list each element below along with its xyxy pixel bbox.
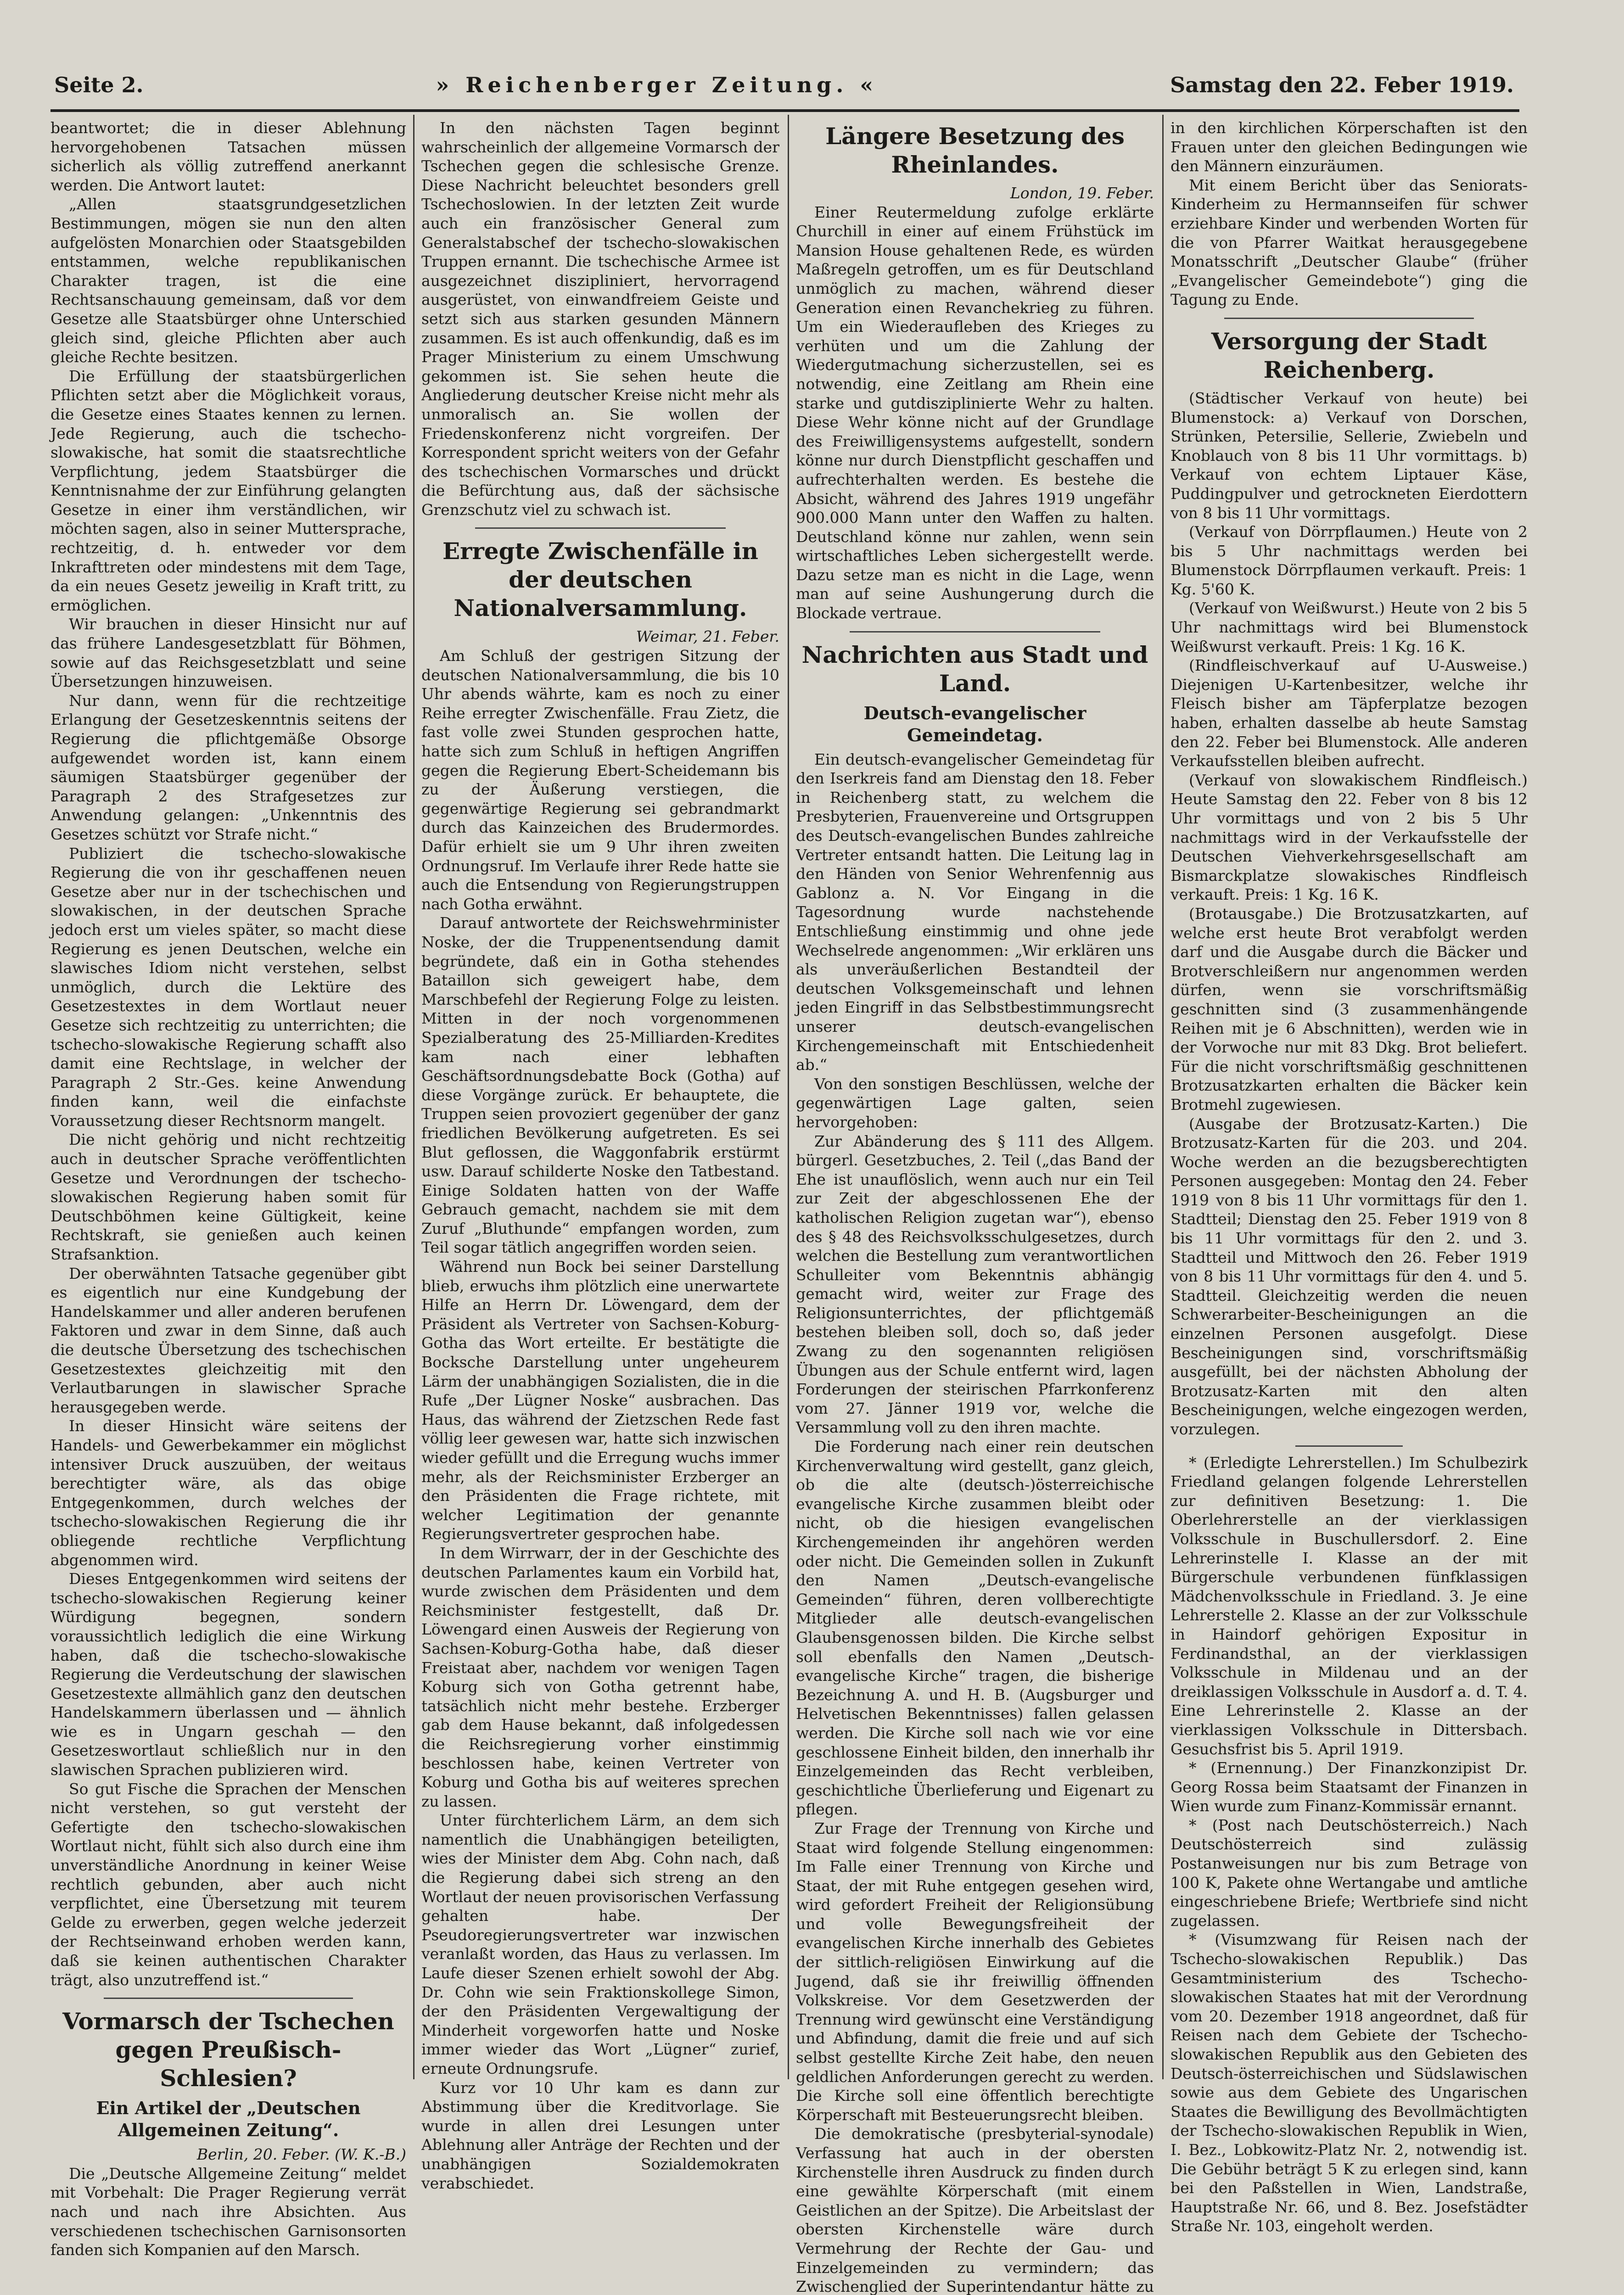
article-headline: Erregte Zwischenfälle in der deutschen Nationalversammlung. (442, 537, 758, 622)
newspaper-name: » Reichenberger Zeitung. « (436, 73, 878, 97)
paragraph: Unter fürchterlichem Lärm, an dem sich namentlich die Unabhängigen beteiligten, wies der Minister dem Abg. Cohn nach, daß die Regierung dabei sich streng an den Wortlaut der neuen provisorischen Verfassung gehalten habe. Der Pseudoregierungsvertreter war inzwischen veranlaßt worden, das Haus zu verlassen. Im Laufe dieser Szenen erhielt sowohl der Abg. Dr. Cohn wie sein Fraktionskollege Simon, der den Präsidenten Vergewaltigung der Minderheit vorgeworfen hatte und Noske immer wieder das Wort „Lügner“ zurief, erneute Ordnungsrufe. (421, 1811, 779, 2077)
article-subhead: Deutsch-evangelischer Gemeindetag. (863, 702, 1086, 745)
article-separator (475, 527, 726, 529)
paragraph: (Verkauf von Dörrpflaumen.) Heute von 2 bis 5 Uhr nachmittags werden bei Blumenstock Dörrpflaumen verkauft. Preis: 1 Kg. 5'60 K. (1170, 523, 1528, 598)
paragraph: Nur dann, wenn für die rechtzeitige Erlangung der Gesetzeskenntnis seitens der Regierung die pflichtgemäße Obsorge aufgewendet worden ist, kann einem säumigen Staatsbürger gegenüber der Paragraph 2 des Strafgesetzes zur Anwendung gelangen: „Unkenntnis des Gesetzes schützt vor Strafe nicht.“ (50, 691, 406, 843)
dateline: London, 19. Feber. (1010, 184, 1154, 202)
paragraph: So gut Fische die Sprachen der Menschen nicht verstehen, so gut versteht der Gefertigte den tschecho-slowakischen Wortlaut nicht, fühlt sich also durch eine ihm unverständliche Anordnung in keiner Weise rechtlich gebunden, aber auch nicht verpflichtet, eine Übersetzung mit teurem Gelde zu erwerben, gegen welche jederzeit der Rechtseinwand erhoben werden kann, daß sie keinen authentischen Charakter trägt, also unzutreffend ist.“ (50, 1780, 406, 1989)
paragraph: Von den sonstigen Beschlüssen, welche der gegenwärtigen Lage galten, seien hervorgehoben: (796, 1075, 1154, 1131)
paragraph: Publiziert die tschecho-slowakische Regierung die von ihr geschaffenen neuen Gesetze aber nur in der tschechischen und slowakischen, in der deutschen Sprache jedoch erst um vieles später, so macht diese Regierung es jenen Deutschen, welche ein slawisches Idiom nicht verstehen, selbst unmöglich, durch die Lektüre des Gesetzestextes in dem Wortlaut neuer Gesetze sich rechtzeitig zu unterrichten; die tschecho-slowakische Regierung schafft also damit eine Rechtslage, in welcher der Paragraph 2 Str.-Ges. keine Anwendung finden kann, weil die einfachste Voraussetzung dieser Rechtsnorm mangelt. (50, 844, 406, 1130)
issue-date: Samstag den 22. Feber 1919. (1170, 73, 1514, 97)
section-headline: Nachrichten aus Stadt und Land. (801, 641, 1148, 697)
paragraph: (Verkauf von slowakischem Rindfleisch.) Heute Samstag den 22. Feber von 8 bis 12 Uhr vormittags und von 2 bis 5 Uhr nachmittags wird in der Verkaufsstelle der Deutschen Viehverkehrsgesellschaft am Bismarckplatze slowakisches Rindfleisch verkauft. Preis: 1 Kg. 16 K. (1170, 771, 1528, 904)
paragraph: (Städtischer Verkauf von heute) bei Blumenstock: a) Verkauf von Dorschen, Strünken, Petersilie, Sellerie, Zwiebeln und Knoblauch von 8 bis 11 Uhr vormittags. b) Verkauf von echtem Liptauer Käse, Puddingpulver und getrockneten Eierdottern von 8 bis 11 Uhr vormittags. (1170, 389, 1528, 522)
paragraph: Am Schluß der gestrigen Sitzung der deutschen Nationalversammlung, die bis 10 Uhr abends währte, kam es noch zu einer Reihe erregter Zwischenfälle. Frau Zietz, die fast volle zwei Stunden gesprochen hatte, hatte sich zum Schluß in heftigen Angriffen gegen die Regierung Ebert-Scheidemann bis zu der Äußerung verstiegen, die gegenwärtige Regierung sei gebrandmarkt durch das Kainzeichen des Brudermordes. Dafür erhielt sie um 9 Uhr ihren zweiten Ordnungsruf. Im Verlaufe ihrer Rede hatte sie auch die Entsendung von Regierungstruppen nach Gotha erwähnt. (421, 647, 779, 913)
article-headline: Versorgung der Stadt Reichenberg. (1211, 327, 1487, 383)
dateline: Berlin, 20. Feber. (W. K.-B.) (196, 2145, 406, 2164)
paragraph: Darauf antwortete der Reichswehrminister Noske, der die Truppenentsendung damit begründete, daß ein in Gotha stehendes Bataillon sich geweigert habe, dem Marschbefehl der Regierung Folge zu leisten. Mitten in der noch vorgenommenen Spezialberatung des 25-Milliarden-Kredites kam nach einer lebhaften Geschäftsordnungsdebatte Bock (Gotha) auf diese Vorgänge zurück. Er behauptete, die Truppen seien provoziert gegenüber der ganz friedlichen Bevölkerung aufgetreten. Es sei Blut geflossen, die Waggonfabrik erstürmt usw. Darauf schilderte Noske den Tatbestand. Einige Soldaten hatten von der Waffe Gebrauch gemacht, nachdem sie mit dem Zuruf „Bluthunde“ empfangen worden, zum Teil sogar tätlich angegriffen worden seien. (421, 914, 779, 1257)
paragraph: * (Ernennung.) Der Finanzkonzipist Dr. Georg Rossa beim Staatsamt der Finanzen in Wien wurde zum Finanz-Kommissär ernannt. (1170, 1759, 1528, 1815)
column-3 (796, 118, 1154, 2295)
paragraph: In dieser Hinsicht wäre seitens der Handels- und Gewerbekammer ein möglichst intensiver Druck auszuüben, der weitaus berechtigter wäre, als das obige Entgegenkommen, durch welches der tschecho-slowakischen Regierung die ihr obliegende rechtliche Verpflichtung abgenommen wird. (50, 1417, 406, 1569)
paragraph: Kurz vor 10 Uhr kam es dann zur Abstimmung über die Kreditvorlage. Sie wurde in allen drei Lesungen unter Ablehnung aller Anträge der Rechten und der unabhängigen Sozialdemokraten verabschiedet. (421, 2078, 779, 2192)
paragraph: Die Erfüllung der staatsbürgerlichen Pflichten setzt aber die Möglichkeit voraus, die Gesetze eines Staates kennen zu lernen. Jede Regierung, auch die tschecho-slowakische, hat somit die staatsrechtliche Verpflichtung, jedem Staatsbürger die Kenntnisnahme der zur Einführung gelangten Gesetze in einer ihm verständlichen, wir möchten sagen, also in seiner Muttersprache, rechtzeitig, d. h. entweder vor dem Inkrafttreten oder mindestens mit dem Tage, da ein neues Gesetz jeweilig in Kraft tritt, zu ermöglichen. (50, 367, 406, 614)
column-4 (1170, 118, 1528, 2235)
paragraph: * (Erledigte Lehrerstellen.) Im Schulbezirk Friedland gelangen folgende Lehrerstellen zur definitiven Besetzung: 1. Die Oberlehrerstelle an der vierklassigen Volksschule in Buschullersdorf. 2. Eine Lehrerinstelle I. Klasse an der mit Bürgerschule verbundenen fünfklassigen Mädchenvolksschule in Friedland. 3. Je eine Lehrerstelle 2. Klasse an der zur Volksschule in Haindorf gehörigen Expositur in Ferdinandsthal, an der vierklassigen Volksschule in Mildenau und an der dreiklassigen Volksschule in Ausdorf a. d. T. 4. Eine Lehrerinstelle 2. Klasse an der vierklassigen Volksschule in Dittersbach. Gesuchsfrist bis 5. April 1919. (1170, 1453, 1528, 1758)
column-divider (413, 115, 414, 2079)
paragraph: Die Forderung nach einer rein deutschen Kirchenverwaltung wird gestellt, ganz gleich, ob die alte (deutsch-)österreichische evangelische Kirche zusammen bleibt oder nicht, ob die hiesigen evangelischen Kirchengemeinden ihr angehören werden oder nicht. Die Gemeinden sollen in Zukunft den Namen „Deutsch-evangelische Gemeinden“ führen, deren vollberechtigte Mitglieder alle deutsch-evangelischen Glaubensgenossen bilden. Die Kirche selbst soll ebenfalls den Namen „Deutsch-evangelische Kirche“ tragen, die bisherige Bezeichnung A. und H. B. (Augsburger und Helvetischen Bekenntnisses) fallen gelassen werden. Die Kirche soll nach wie vor eine geschlossene Einheit bilden, den innerhalb ihr Einzelgemeinden das Recht verbleiben, geschichtliche Überlieferung und Eigenart zu pflegen. (796, 1438, 1154, 1819)
paragraph: Mit einem Bericht über das Seniorats-Kinderheim zu Hermannseifen für schwer erziehbare Kinder und werbenden Worten für die von Pfarrer Waitkat herausgegebene Monatsschrift „Deutscher Glaube“ (früher „Evangelischer Gemeindebote“) ging die Tagung zu Ende. (1170, 176, 1528, 309)
paragraph: Zur Frage der Trennung von Kirche und Staat wird folgende Stellung eingenommen: Im Falle einer Trennung von Kirche und Staat, der mit Ruhe entgegen gesehen wird, wird gefordert Freiheit der Religionsübung und volle Bewegungsfreiheit der evangelischen Kirche innerhalb des Gebietes der sittlich-religiösen Einwirkung auf die Jugend, daß sie ihr freiwillig öffnenden Volkskreise. Vor dem Gesetzwerden der Trennung wird gewünscht eine Verständigung und Abfindung, damit die freie und auf sich selbst gestellte Kirche Zeit habe, den neuen geldlichen Anforderungen gerecht zu werden. Die Kirche soll eine öffentlich berechtigte Körperschaft mit Besteuerungsrecht bleiben. (796, 1819, 1154, 2124)
column-divider (1162, 115, 1164, 2079)
paragraph: Ein deutsch-evangelischer Gemeindetag für den Iserkreis fand am Dienstag den 18. Feber in Reichenberg statt, zu welchem die Presbyterien, Frauenvereine und Ortsgruppen des Deutsch-evangelischen Bundes zahlreiche Vertreter entsandt hatten. Die Leitung lag in den Händen von Senior Wehrenfennig aus Gablonz a. N. Vor Eingang in die Tagesordnung wurde nachstehende Entschließung einstimmig und ohne jede Wechselrede angenommen: „Wir erklären uns als unveräußerlichen Bestandteil der deutschen Volksgemeinschaft und lehnen jeden Eingriff in das Selbstbestimmungsrecht unserer deutsch-evangelischen Kirchengemeinschaft mit Entschiedenheit ab.“ (796, 750, 1154, 1074)
paragraph: * (Post nach Deutschösterreich.) Nach Deutschösterreich sind zulässig Postanweisungen nur bis zum Betrage von 100 K, Pakete ohne Wertangabe und amtliche eingeschriebene Briefe; Wertbriefe sind nicht zugelassen. (1170, 1816, 1528, 1930)
article-separator (1295, 1445, 1402, 1447)
paragraph: beantwortet; die in dieser Ablehnung hervorgehobenen Tatsachen müssen sicherlich als völlig zutreffend anerkannt werden. Die Antwort lautet: (50, 119, 406, 194)
article-separator (850, 631, 1100, 633)
paragraph: Die „Deutsche Allgemeine Zeitung“ meldet mit Vorbehalt: Die Prager Regierung verrät nach und nach ihre Absichten. Aus verschiedenen tschechischen Garnisonsorten fanden sich Kompanien auf den Marsch. (50, 2164, 406, 2259)
column-divider (788, 115, 789, 2079)
paragraph: (Brotausgabe.) Die Brotzusatzkarten, auf welche erst heute Brot verabfolgt werden darf und die Ausgabe durch die Bäcker und Brotverschleißern nur angenommen werden dürfen, wenn sie vorschriftsmäßig geschnitten sind (3 zusammenhängende Reihen mit je 6 Abschnitten), werden wie in der Vorwoche nur mit 83 Dkg. Brot beliefert. Für die nicht vorschriftsmäßig geschnittenen Brotzusatzkarten erhalten die Bäcker kein Brotmehl zugewiesen. (1170, 904, 1528, 1114)
header-rule (50, 109, 1519, 112)
paragraph: In dem Wirrwarr, der in der Geschichte des deutschen Parlamentes kaum ein Vorbild hat, wurde zwischen dem Präsidenten und dem Reichsminister festgestellt, daß Dr. Löwengard einen Ausweis der Regierung von Sachsen-Koburg-Gotha habe, daß dieser Freistaat aber, nachdem vor wenigen Tagen Koburg sich von Gotha getrennt habe, tatsächlich nicht mehr bestehe. Erzberger gab dem Hause bekannt, daß infolgedessen die Reichsregierung vorher einstimmig beschlossen habe, keinen Vertreter von Koburg und Gotha bis auf weiteres sprechen zu lassen. (421, 1544, 779, 1810)
column-1 (50, 118, 406, 2259)
article-separator (1224, 318, 1474, 319)
paragraph: (Ausgabe der Brotzusatz-Karten.) Die Brotzusatz-Karten für die 203. und 204. Woche werden an die bezugsberechtigten Personen ausgegeben: Montag den 24. Feber 1919 von 8 bis 11 Uhr vormittags für den 1. Stadtteil; Dienstag den 25. Feber 1919 von 8 bis 11 Uhr vormittags für den 2. und 3. Stadtteil und Mittwoch den 26. Feber 1919 von 8 bis 11 Uhr vormittags für den 4. und 5. Stadtteil. Gleichzeitig werden die neuen Schwerarbeiter-Bescheinigungen an die einzelnen Personen ausgefolgt. Diese Bescheinigungen sind, vorschriftsmäßig ausgefüllt, bei der nächsten Abholung der Brotzusatz-Karten mit den alten Bescheinigungen, welche eingezogen werden, vorzulegen. (1170, 1114, 1528, 1438)
paragraph: in den kirchlichen Körperschaften ist den Frauen unter den gleichen Bedingungen wie den Männern einzuräumen. (1170, 119, 1528, 175)
paragraph: Die demokratische (presbyterial-synodale) Verfassung hat auch in der obersten Kirchenstelle ihren Ausdruck zu finden durch eine gewählte Körperschaft (mit einem Geistlichen an der Spitze). Die Arbeitslast der obersten Kirchenstelle wäre durch Vermehrung der Rechte der Gau- und Einzelgemeinden zu vermindern; das Zwischenglied der Superintendantur hätte zu (796, 2125, 1154, 2295)
paragraph: Während nun Bock bei seiner Darstellung blieb, erwuchs ihm plötzlich eine unerwartete Hilfe an Herrn Dr. Löwengard, dem der Präsident als Vertreter von Sachsen-Koburg-Gotha das Wort erteilte. Er bestätigte die Bocksche Darstellung unter ungeheurem Lärm der unabhängigen Sozialisten, die in die Rufe „Der Lügner Noske“ ausbrachen. Das Haus, das während der Zietzschen Rede fast völlig leer gewesen war, hatte sich inzwischen wieder gefüllt und die Erregung wuchs immer mehr, als der Reichsminister Erzberger an den Präsidenten die Frage richtete, mit welcher Legitimation der genannte Regierungsvertreter gesprochen habe. (421, 1258, 779, 1543)
dateline: Weimar, 21. Feber. (636, 627, 779, 646)
column-2 (421, 118, 779, 2192)
paragraph: (Rindfleischverkauf auf U-Ausweise.) Diejenigen U-Kartenbesitzer, welche ihr Fleisch bisher am Täpferplatze bezogen haben, erhalten dasselbe ab heute Samstag den 22. Feber bei Blumenstock. Alle anderen Verkaufsstellen bleiben aufrecht. (1170, 656, 1528, 770)
page-number: Seite 2. (54, 73, 144, 97)
article-separator (104, 1998, 353, 1999)
paragraph: (Verkauf von Weißwurst.) Heute von 2 bis 5 Uhr nachmittags wird bei Blumenstock Weißwurst verkauft. Preis: 1 Kg. 16 K. (1170, 599, 1528, 655)
paragraph: Die nicht gehörig und nicht rechtzeitig auch in deutscher Sprache veröffentlichten Gesetze und Verordnungen der tschecho-slowakischen Regierung haben somit für Deutschböhmen keine Gültigkeit, keine Rechtskraft, sie genießen auch keinen Strafsanktion. (50, 1131, 406, 1264)
paragraph: * (Visumzwang für Reisen nach der Tschecho-slowakischen Republik.) Das Gesamtministerium des Tschecho-slowakischen Staates hat mit der Verordnung vom 20. Dezember 1918 angeordnet, daß für Reisen nach dem Gebiete der Tschecho-slowakischen Republik aus den Gebieten des Deutsch-österreichischen und Südslawischen sowie aus dem Gebiete des Ungarischen Staates die Bewilligung des Bevollmächtigten der Tschecho-slowakischen Republik in Wien, I. Bez., Lobkowitz-Platz Nr. 2, notwendig ist. Die Gebühr beträgt 5 K zu erlegen sind, kann bei den Paßstellen in Wien, Landstraße, Hauptstraße Nr. 66, und 8. Bez. Josefstädter Straße Nr. 103, eingeholt werden. (1170, 1931, 1528, 2235)
paragraph: Zur Abänderung des § 111 des Allgem. bürgerl. Gesetzbuches, 2. Teil („das Band der Ehe ist unauflöslich, wenn auch nur ein Teil zur Zeit der abgeschlossenen Ehe der katholischen Religion zugetan war“), ebenso des § 48 des Reichsvolksschulgesetzes, durch welchen die Bestellung zum verantwortlichen Schulleiter vom Bekenntnis abhängig gemacht wird, weiter zur Frage des Religionsunterrichtes, der pflichtgemäß bestehen bleiben soll, doch so, daß jeder Zwang zu den sogenannten religiösen Übungen aus der Schule entfernt wird, lagen Forderungen der steirischen Pfarrkonferenz vom 27. Jänner 1919 vor, welche die Versammlung voll zu den ihren machte. (796, 1132, 1154, 1437)
paragraph: Dieses Entgegenkommen wird seitens der tschecho-slowakischen Regierung keiner Würdigung begegnen, sondern voraussichtlich lediglich die eine Wirkung haben, daß die tschecho-slowakische Regierung die Verdeutschung der slawischen Gesetzestexte allmählich ganz den deutschen Handelskammern überlassen und — ähnlich wie es in Ungarn geschah — den Gesetzeswortlaut schließlich nur in den slawischen Sprachen publizieren wird. (50, 1570, 406, 1779)
paragraph: In den nächsten Tagen beginnt wahrscheinlich der allgemeine Vormarsch der Tschechen gegen die schlesische Grenze. Diese Nachricht beleuchtet besonders grell Tschechoslowien. In der letzten Zeit wurde auch ein französischer General zum Generalstabschef der tschecho-slowakischen Truppen ernannt. Die tschechische Armee ist ausgezeichnet diszipliniert, hervorragend ausgerüstet, von einwandfreiem Geiste und setzt sich aus starken gesunden Männern zusammen. Es ist auch offenkundig, daß es im Prager Ministerium zu einem Umschwung gekommen ist. Sie sehen heute die Angliederung deutscher Kreise nicht mehr als unmoralisch an. Sie wollen der Friedenskonferenz nicht vorgreifen. Der Korrespondent spricht weiters von der Gefahr des tschechischen Vormarsches und drückt die Befürchtung aus, daß der sächsische Grenzschutz viel zu schwach ist. (421, 119, 779, 519)
paragraph: Einer Reutermeldung zufolge erklärte Churchill in einer auf einem Frühstück im Mansion House gehaltenen Rede, es würden Maßregeln getroffen, um es für Deutschland unmöglich zu machen, während dieser Generation einen Revanchekrieg zu führen. Um ein Wiederaufleben des Krieges zu verhüten und um die Zahlung der Wiedergutmachung sicherzustellen, sei es notwendig, eine Zeitlang am Rhein eine starke und gutdisziplinierte Wehr zu halten. Diese Wehr könne nicht auf der Grundlage des Freiwilligensystems aufgestellt, sondern könne nur durch Dienstpflicht geschaffen und aufrechterhalten werden. Es bestehe die Absicht, während des Jahres 1919 ungefähr 900.000 Mann unter den Waffen zu halten. Deutschland könne nur zahlen, wenn sein wirtschaftliches Leben sichergestellt werde. Dazu setze man es nicht in die Lage, wenn man auf seine Aushungerung durch die Blockade vertraue. (796, 203, 1154, 622)
paragraph: „Allen staatsgrundgesetzlichen Bestimmungen, mögen sie nun den alten aufgelösten Monarchien oder Staatsgebilden entstammen, welche republikanischen Charakter tragen, ist die eine Rechtsanschauung gemeinsam, daß vor dem Gesetze alle Staatsbürger ohne Unterschied gleich sind, gleiche Pflichten aber auch gleiche Rechte besitzen. (50, 195, 406, 366)
article-headline: Längere Besetzung des Rheinlandes. (825, 123, 1125, 178)
article-subhead: Ein Artikel der „Deutschen Allgemeinen Zeitung“. (96, 2098, 361, 2141)
paragraph: Der oberwähnten Tatsache gegenüber gibt es eigentlich nur eine Kundgebung der Handelskammer und aller anderen berufenen Faktoren und zwar in dem Sinne, daß auch die deutsche Übersetzung des tschechischen Gesetzestextes gleichzeitig mit den Verlautbarungen in slawischer Sprache herausgegeben werde. (50, 1264, 406, 1416)
page-header (54, 69, 1514, 101)
paragraph: Wir brauchen in dieser Hinsicht nur auf das frühere Landesgesetzblatt für Böhmen, sowie auf das Reichsgesetzblatt und seine Übersetzungen hinzuweisen. (50, 615, 406, 691)
article-headline: Vormarsch der Tschechen gegen Preußisch-Schlesien? (62, 2008, 394, 2092)
